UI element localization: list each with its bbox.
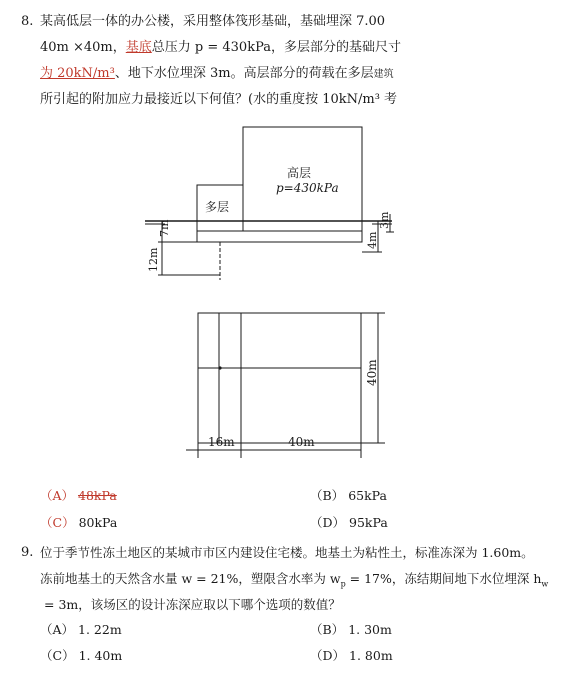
q9-line3: = 3m，该场区的设计冻深应取以下哪个选项的数值？ — [44, 597, 341, 612]
q8-option-b[interactable] — [310, 488, 387, 504]
dim-4m: 4m — [366, 231, 379, 249]
dim-3m: 3m — [378, 211, 391, 229]
q8-option-a[interactable] — [40, 488, 117, 504]
option-c-value: 80kPa — [78, 515, 118, 530]
q9-line2-a: 冻前地基土的天然含水量 w = 21%，塑限含水率为 w — [40, 571, 341, 586]
q9-line2 — [40, 571, 548, 593]
q8-line2-a: 40m ×40m， — [40, 40, 126, 55]
dim-12m: 12m — [147, 247, 160, 272]
q9-option-a-value: 1. 22m — [78, 622, 122, 637]
q8-number: 8. — [21, 14, 34, 29]
option-a-value: 48kPa — [78, 488, 117, 503]
q9-option-b[interactable] — [310, 622, 392, 638]
option-d-value: 95kPa — [349, 515, 388, 530]
q9-option-b-label: （B） — [310, 622, 345, 637]
q9-option-c-value: 1. 40m — [78, 648, 123, 663]
option-b-value: 65kPa — [348, 488, 387, 503]
q9-option-a[interactable] — [40, 622, 122, 638]
q8-option-c[interactable] — [40, 515, 117, 531]
q9-number: 9. — [21, 545, 34, 560]
q8-line3-b: 、地下水位埋深 3m。高层部分的荷载在多层 — [114, 66, 374, 81]
q8-line1: 某高低层一体的办公楼，采用整体筏形基础，基础埋深 7.00 — [40, 14, 386, 29]
q8-line3-c: 建筑 — [373, 69, 394, 80]
q9-option-c-label: （C） — [40, 648, 75, 663]
q9-line2-sub-w: w — [541, 579, 549, 589]
dim-7m: 7m — [158, 219, 171, 237]
option-c-label: （C） — [40, 515, 75, 530]
dim-40m-horizontal: 40m — [288, 435, 315, 449]
q8-option-d[interactable] — [310, 515, 388, 531]
high-rise-pressure: p=430kPa — [276, 181, 339, 195]
option-d-label: （D） — [310, 515, 346, 530]
q8-line4: 所引起的附加应力最接近以下何值？(水的重度按 10kN/m³ 考 — [40, 92, 398, 107]
q9-option-a-label: （A） — [40, 622, 75, 637]
option-b-label: （B） — [310, 488, 345, 503]
q9-option-d[interactable] — [310, 648, 393, 664]
q8-line2-c: 总压力 p = 430kPa，多层部分的基础尺寸 — [151, 40, 401, 55]
q8-line3-marked: 为 20kN/m³ — [40, 66, 115, 81]
q9-line2-b: = 17%，冻结期间地下水位埋深 h — [345, 571, 542, 586]
q8-figure — [0, 110, 569, 580]
q8-line3 — [40, 66, 394, 83]
q8-line2 — [40, 40, 401, 56]
q9-line1: 位于季节性冻土地区的某城市市区内建设住宅楼。地基土为粘性土，标准冻深为 1.60m。 — [40, 545, 534, 560]
option-a-label: （A） — [40, 488, 75, 503]
plan-outline — [198, 313, 361, 443]
q9-option-d-value: 1. 80m — [349, 648, 393, 663]
dim-16m: 16m — [208, 435, 235, 449]
dim-40m-vertical: 40m — [365, 359, 379, 386]
q9-line2-sub-p: p — [340, 579, 346, 589]
q9-option-b-value: 1. 30m — [348, 622, 392, 637]
high-rise-label: 高层 — [287, 166, 312, 180]
q9-option-d-label: （D） — [310, 648, 346, 663]
q9-option-c[interactable] — [40, 648, 122, 664]
low-rise-label: 多层 — [205, 200, 230, 214]
q8-line2-marked: 基底 — [125, 40, 152, 55]
